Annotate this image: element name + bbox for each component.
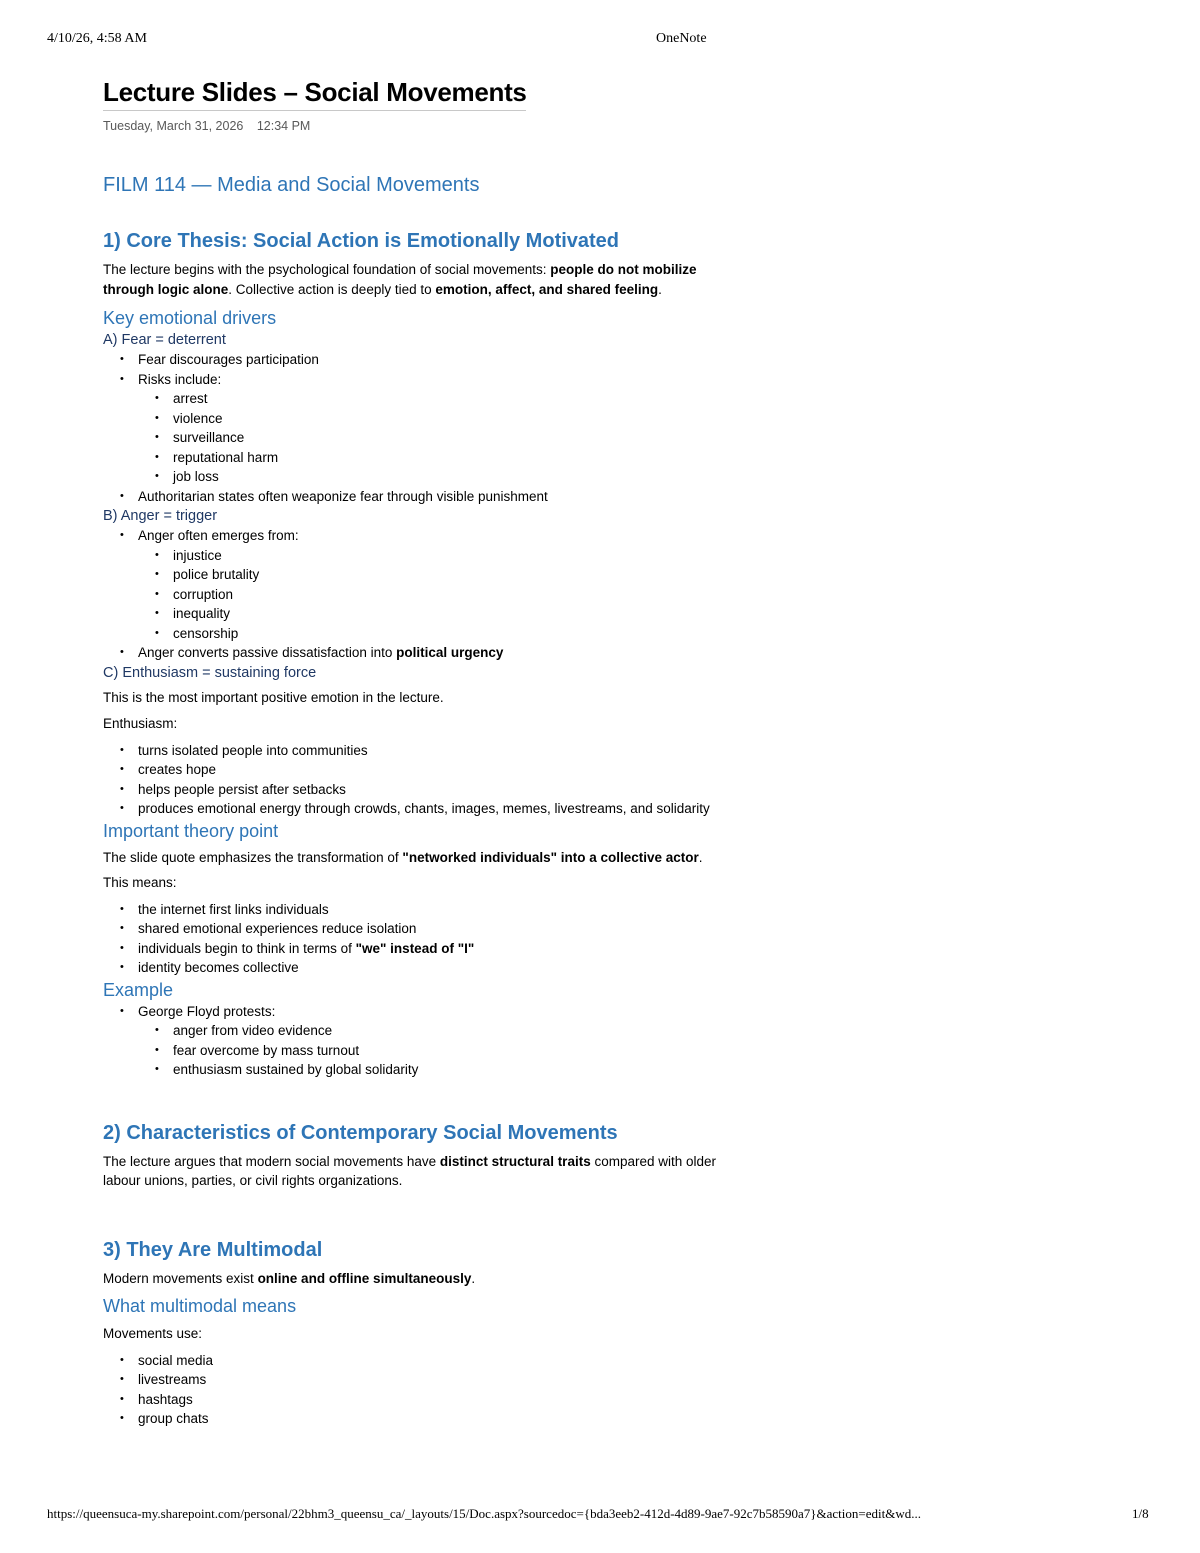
- theory-paragraph: The slide quote emphasizes the transformation of "networked individuals" into a collective actor.: [103, 849, 703, 865]
- list-item: • censorship: [138, 624, 723, 644]
- list-item: • turns isolated people into communities: [103, 741, 723, 761]
- list-item: • police brutality: [138, 565, 723, 585]
- list-item: • Anger often emerges from: • injustice • police brutality • corruption • inequality • censorship: [103, 526, 723, 643]
- list-item: • identity becomes collective: [103, 958, 723, 978]
- risks-list: [138, 389, 723, 487]
- section-2-heading: 2) Characteristics of Contemporary Social Movements: [103, 1121, 618, 1144]
- course-heading: FILM 114 — Media and Social Movements: [103, 174, 480, 196]
- anger-sources-list: [138, 546, 723, 644]
- list-item: • helps people persist after setbacks: [103, 780, 723, 800]
- list-item: • creates hope: [103, 760, 723, 780]
- enthusiasm-label: C) Enthusiasm = sustaining force: [103, 664, 317, 681]
- list-item: • Anger converts passive dissatisfaction into political urgency: [103, 643, 723, 663]
- fear-label: A) Fear = deterrent: [103, 332, 226, 348]
- print-app-name: OneNote: [656, 31, 707, 46]
- list-item: • individuals begin to think in terms of "we" instead of "I": [103, 939, 723, 959]
- multimodal-list: [103, 1351, 723, 1429]
- list-item: • arrest: [138, 389, 723, 409]
- example-heading: Example: [103, 979, 174, 1000]
- page-title[interactable]: Lecture Slides – Social Movements: [103, 74, 526, 111]
- list-item: • job loss: [138, 467, 723, 487]
- multimodal-heading: What multimodal means: [103, 1296, 297, 1316]
- example-list: [103, 1002, 723, 1080]
- list-item: • social media: [103, 1351, 723, 1371]
- list-item: • the internet first links individuals: [103, 900, 723, 920]
- list-item: • livestreams: [103, 1370, 723, 1390]
- enthusiasm-list: [103, 741, 723, 819]
- list-item: • George Floyd protests: • anger from video evidence • fear overcome by mass turnout • enthusiasm sustained by global solidarity: [103, 1002, 723, 1080]
- enthusiasm-intro: This is the most important positive emotion in the lecture.: [103, 689, 444, 705]
- list-item: • surveillance: [138, 428, 723, 448]
- list-item: • enthusiasm sustained by global solidarity: [138, 1060, 723, 1080]
- list-item: • corruption: [138, 585, 723, 605]
- section-3-paragraph: Modern movements exist online and offline simultaneously.: [103, 1270, 476, 1286]
- note-content: [103, 74, 723, 1429]
- print-page-number: 1/8: [1132, 1506, 1149, 1521]
- fear-list: [103, 350, 723, 506]
- print-datetime: 4/10/26, 4:58 AM: [47, 31, 147, 46]
- page-datetime: [103, 119, 723, 133]
- anger-list: [103, 526, 723, 663]
- list-item: • violence: [138, 409, 723, 429]
- anger-label: B) Anger = trigger: [103, 508, 218, 524]
- page-time: 12:34 PM: [256, 119, 311, 133]
- list-item: • Authoritarian states often weaponize fear through visible punishment: [103, 487, 723, 507]
- theory-list: [103, 900, 723, 978]
- list-item: • inequality: [138, 604, 723, 624]
- page-date: Tuesday, March 31, 2026: [103, 119, 244, 133]
- example-sublist: [138, 1021, 723, 1080]
- multimodal-lead: Movements use:: [103, 1326, 203, 1341]
- theory-heading: Important theory point: [103, 820, 279, 841]
- section-1-intro: The lecture begins with the psychological foundation of social movements: people do not mobilize through logic alone. Collective action is deeply tied to emotion, affect, and shared feeling.: [103, 262, 697, 297]
- list-item: • Fear discourages participation: [103, 350, 723, 370]
- list-item: • produces emotional energy through crowds, chants, images, memes, livestreams, and solidarity: [103, 799, 723, 819]
- list-item: • injustice: [138, 546, 723, 566]
- key-drivers-heading: Key emotional drivers: [103, 308, 277, 328]
- list-item: • group chats: [103, 1409, 723, 1429]
- list-item: • fear overcome by mass turnout: [138, 1041, 723, 1061]
- list-item: • anger from video evidence: [138, 1021, 723, 1041]
- list-item: • Risks include: • arrest • violence • surveillance • reputational harm • job loss: [103, 370, 723, 487]
- list-item: • hashtags: [103, 1390, 723, 1410]
- section-2-paragraph: The lecture argues that modern social movements have distinct structural traits compared with older labour unions, parties, or civil rights organizations.: [103, 1153, 717, 1188]
- list-item: • shared emotional experiences reduce isolation: [103, 919, 723, 939]
- theory-lead: This means:: [103, 875, 177, 890]
- print-url[interactable]: https://queensuca-my.sharepoint.com/personal/22bhm3_queensu_ca/_layouts/15/Doc.aspx?sourcedoc={bda3eeb2-412d-4d89-9ae7-92c7b58590a7}&action=edit&wd...: [47, 1506, 921, 1521]
- section-1-heading: 1) Core Thesis: Social Action is Emotionally Motivated: [103, 230, 620, 252]
- list-item: • reputational harm: [138, 448, 723, 468]
- enthusiasm-lead: Enthusiasm:: [103, 716, 178, 731]
- section-3-heading: 3) They Are Multimodal: [103, 1238, 323, 1261]
